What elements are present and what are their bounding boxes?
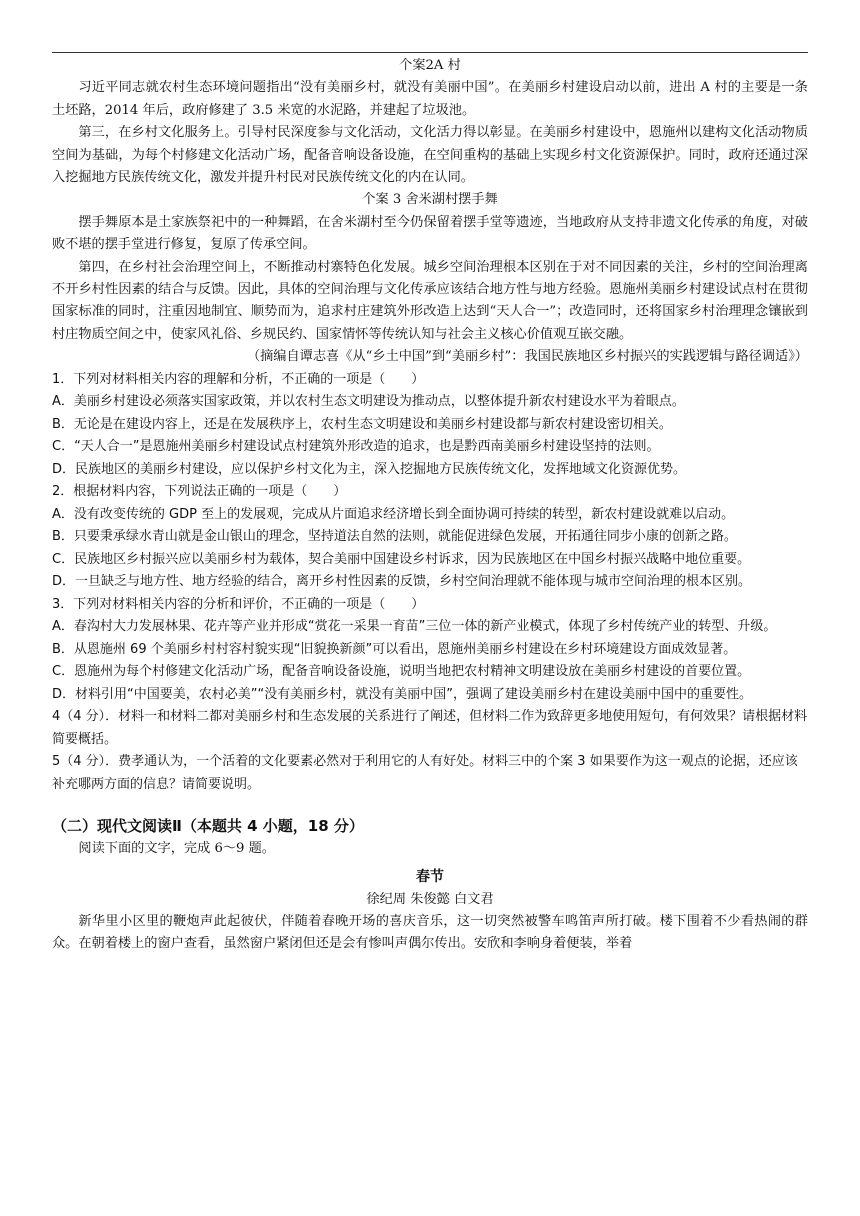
top-rule: [52, 52, 808, 53]
material-paragraph-4: 第四，在乡村社会治理空间上，不断推动村寨特色化发展。城乡空间治理根本区别在于对不同因素的关注，乡村的空间治理离不开乡村性因素的结合与反馈。因此，具体的空间治理与文化传承应该结合地方性与地方经验。恩施州美丽乡村建设试点村在贯彻国家标准的同时，注重因地制宜、顺势而为，追求村庄建筑外形改造上达到“天人合一”；改造同时，还将国家乡村治理理念镶嵌到村庄物质空间之中，使家风礼俗、乡规民约、国家情怀等传统认知与社会主义核心价值观互嵌交融。: [52, 259, 808, 342]
question-1-option-a: A．美丽乡村建设必须落实国家政策，并以农村生态文明建设为推动点，以整体提升新农村建设水平为着眼点。: [52, 394, 685, 410]
material-paragraph-2: 第三，在乡村文化服务上。引导村民深度参与文化活动，文化活力得以彰显。在美丽乡村建设中，恩施州以建构文化活动物质空间为基础，为每个村修建文化活动广场，配备音响设备设施，在空间重构的基础上实现乡村文化资源保护。同时，政府还通过深入挖掘地方民族传统文化，激发并提升村民对民族传统文化的内在认同。: [52, 125, 808, 186]
reading-instruction: 阅读下面的文字，完成 6～9 题。: [78, 841, 275, 857]
question-2: 2．根据材料内容，下列说法正确的一项是（ ）: [52, 484, 347, 500]
question-3-option-d: D．材料引用“中国要美，农村必美”“没有美丽乡村，就没有美丽中国”，强调了建设美丽乡村在建设美丽中国中的重要性。: [52, 686, 752, 702]
question-1-option-d: D．民族地区的美丽乡村建设，应以保护乡村文化为主，深入挖掘地方民族传统文化，发挥地域文化资源优势。: [52, 461, 687, 477]
question-1: 1．下列对材料相关内容的理解和分析，不正确的一项是（ ）: [52, 371, 425, 387]
question-4: 4（4 分）．材料一和材料二都对美丽乡村和生态发展的关系进行了阐述，但材料二作为致辞更多地使用短句，有何效果？请根据材料简要概括。: [52, 709, 808, 747]
question-2-option-d: D．一旦缺乏与地方性、地方经验的结合，离开乡村性因素的反馈，乡村空间治理就不能体现与城市空间治理的根本区别。: [52, 574, 752, 590]
question-3-option-a: A．春沟村大力发展林果、花卉等产业并形成“赏花一采果一育苗”三位一体的新产业模式，体现了乡村传统产业的转型、升级。: [52, 619, 777, 635]
case-3-title: 个案 3 舍米湖村摆手舞: [362, 192, 498, 208]
material-paragraph-1: 习近平同志就农村生态环境问题指出“没有美丽乡村，就没有美丽中国”。在美丽乡村建设启动以前，进出 A 村的主要是一条土坯路，2014 年后，政府修建了 3.5 米宽的水泥路，并建起了垃圾池。: [52, 80, 808, 118]
question-3-option-b: B．从恩施州 69 个美丽乡村村容村貌实现“旧貌换新颜”可以看出，恩施州美丽乡村建设在乡村环境建设方面成效显著。: [52, 641, 737, 657]
document-page: [52, 0, 808, 955]
story-paragraph-1: 新华里小区里的鞭炮声此起彼伏，伴随着春晚开场的喜庆音乐，这一切突然被警车鸣笛声所打破。楼下围着不少看热闹的群众。在朝着楼上的窗户查看，虽然窗户紧闭但还是会有惨叫声偶尔传出。安欣和李响身着便装，举着: [52, 913, 808, 951]
source-citation: （摘编自谭志喜《从“乡土中国”到“美丽乡村”：我国民族地区乡村振兴的实践逻辑与路径调适》）: [246, 349, 808, 365]
question-2-option-c: C．民族地区乡村振兴应以美丽乡村为载体，契合美丽中国建设乡村诉求，因为民族地区在中国乡村振兴战略中地位重要。: [52, 551, 751, 567]
question-2-option-b: B．只要秉承绿水青山就是金山银山的理念，坚持道法自然的法则，就能促进绿色发展，开拓通往同步小康的创新之路。: [52, 529, 737, 545]
story-authors: 徐纪周 朱俊懿 白文君: [366, 891, 494, 907]
question-5: 5（4 分）．费孝通认为，一个活着的文化要素必然对于利用它的人有好处。材料三中的个案 3 如果要作为这一观点的论据，还应该补充哪两方面的信息？请简要说明。: [52, 754, 798, 792]
material-paragraph-3: 摆手舞原本是土家族祭祀中的一种舞蹈，在舍米湖村至今仍保留着摆手堂等遗迹，当地政府从支持非遗文化传承的角度，对破败不堪的摆手堂进行修复，复原了传承空间。: [52, 214, 808, 253]
story-title: 春节: [416, 868, 444, 885]
case-2-title: 个案2A 村: [399, 58, 461, 73]
question-1-option-c: C．“天人合一”是恩施州美丽乡村建设试点村建筑外形改造的追求，也是黔西南美丽乡村建设坚持的法则。: [52, 439, 660, 455]
question-3-option-c: C．恩施州为每个村修建文化活动广场，配备音响设备设施，说明当地把农村精神文明建设放在美丽乡村建设的首要位置。: [52, 664, 751, 680]
question-2-option-a: A．没有改变传统的 GDP 至上的发展观，完成从片面追求经济增长到全面协调可持续的转型，新农村建设就难以启动。: [52, 506, 735, 522]
question-3: 3．下列对材料相关内容的分析和评价，不正确的一项是（ ）: [52, 596, 425, 612]
section-heading: （二）现代文阅读Ⅱ（本题共 4 小题，18 分）: [52, 817, 364, 836]
question-1-option-b: B．无论是在建设内容上，还是在发展秩序上，农村生态文明建设和美丽乡村建设都与新农村建设密切相关。: [52, 416, 672, 432]
